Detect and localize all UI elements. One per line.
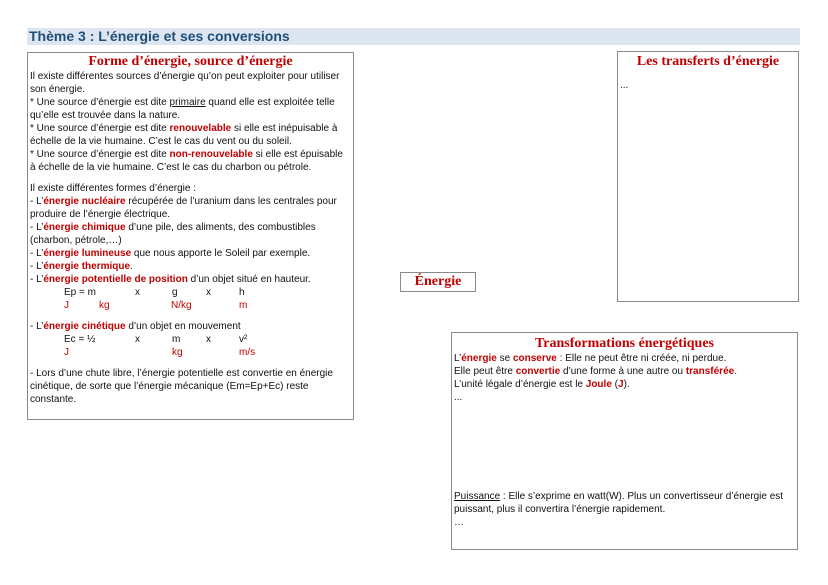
sources-intro: Il existe différentes sources d’énergie qu’on peut exploiter pour utiliser son énergie. (30, 71, 340, 95)
nonrenewable-definition: * Une source d’énergie est dite non-renouvelable si elle est épuisable à échelle de la vie humaine. C’est le cas du charbon ou pétrole. (30, 149, 343, 173)
ec-formula: Ec = ½ x m x v² (64, 334, 248, 345)
form-kinetic: - L’énergie cinétique d’un objet en mouvement (30, 321, 241, 332)
transferts-placeholder: ... (620, 80, 629, 91)
form-potential: - L’énergie potentielle de position d’un objet situé en hauteur. (30, 274, 311, 285)
transformations-box (451, 332, 798, 550)
conversion-line: Elle peut être convertie d’une forme à une autre ou transférée. (454, 366, 737, 377)
transfo-placeholder: ... (454, 392, 463, 403)
renewable-definition: * Une source d’énergie est dite renouvelable si elle est inépuisable à échelle de la vie humaine. C’est le cas du vent ou du soleil. (30, 123, 338, 147)
conservation-line: L’énergie se conserve : Elle ne peut être ni créée, ni perdue. (454, 353, 727, 364)
forms-intro: Il existe différentes formes d’énergie : (30, 183, 197, 194)
ep-formula: Ep = m x g x h (64, 287, 245, 298)
unit-line: L’unité légale d’énergie est le Joule (J). (454, 379, 630, 390)
sources-title: Forme d’énergie, source d’énergie (88, 54, 293, 69)
transferts-title: Les transferts d’énergie (636, 54, 780, 69)
form-nuclear: - L’énergie nucléaire récupérée de l’uranium dans les centrales pour produire de l’énergie électrique. (30, 196, 337, 220)
transformations-title: Transformations énergétiques (535, 336, 714, 351)
sources-box (27, 52, 354, 420)
conclusion: - Lors d’une chute libre, l’énergie potentielle est convertie en énergie cinétique, de sorte que l’énergie mécanique (Em=Ep+Ec) reste constante. (30, 368, 333, 405)
form-light: - L’énergie lumineuse que nous apporte le Soleil par exemple. (30, 248, 311, 259)
transferts-box (617, 51, 799, 302)
page-title: Thème 3 : L’énergie et ses conversions (27, 28, 800, 45)
form-chemical: - L’énergie chimique d’une pile, des aliments, des combustibles (charbon, pétrole,…) (30, 222, 316, 246)
primary-definition: * Une source d’énergie est dite primaire quand elle est exploitée telle qu’elle est trouvée dans la nature. (30, 97, 335, 121)
energie-center-label: Énergie (400, 272, 476, 292)
form-thermal: - L’énergie thermique. (30, 261, 133, 272)
power-definition: Puissance : Elle s’exprime en watt(W). Plus un convertisseur d’énergie est puissant, plus il convertira l’énergie rapidement. (454, 491, 784, 515)
ep-units: J kg N/kg m (64, 300, 248, 311)
power-placeholder: … (454, 517, 464, 528)
ec-units: J kg m/s (64, 347, 256, 358)
